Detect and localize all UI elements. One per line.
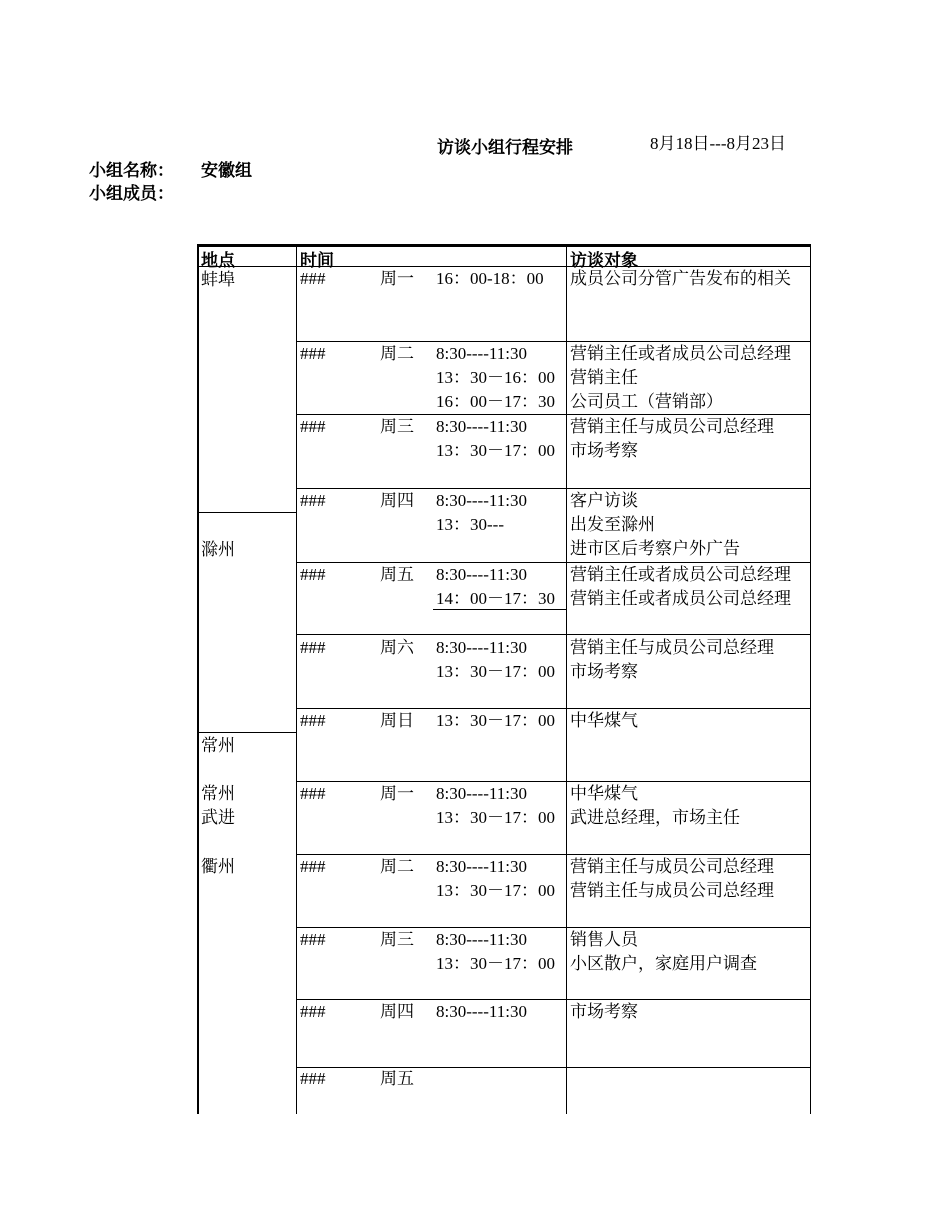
time-slot: 8:30----11:30 — [436, 857, 527, 876]
location-cell: 蚌埠 — [201, 270, 235, 289]
date-cell: ### — [300, 930, 326, 949]
location-cell: 滁州 — [201, 540, 235, 559]
weekday-cell: 周一 — [380, 784, 414, 803]
time-slot: 16：00-18：00 — [436, 269, 544, 288]
interviewee-item: 进市区后考察户外广告 — [570, 539, 740, 558]
interviewee-item: 中华煤气 — [570, 784, 638, 803]
interviewee-item: 出发至滁州 — [570, 515, 655, 534]
interviewee-item: 营销主任或者成员公司总经理 — [570, 344, 791, 363]
date-cell: ### — [300, 857, 326, 876]
time-slot: 13：30－17：00 — [436, 441, 555, 460]
time-slot: 13：30--- — [436, 515, 504, 534]
group-name-value: 安徽组 — [201, 161, 252, 180]
interviewee-item: 成员公司分管广告发布的相关 — [570, 269, 791, 288]
weekday-cell: 周三 — [380, 930, 414, 949]
interviewee-cell — [570, 636, 810, 684]
interviewee-cell — [570, 1000, 810, 1024]
interviewee-item: 市场考察 — [570, 662, 638, 681]
date-cell: ### — [300, 417, 326, 436]
column-header-location: 地点 — [201, 251, 235, 270]
location-divider — [197, 512, 296, 513]
interviewee-item: 营销主任与成员公司总经理 — [570, 881, 774, 900]
interviewee-cell — [570, 489, 810, 561]
row-divider — [296, 634, 810, 635]
date-cell: ### — [300, 1069, 326, 1088]
interviewee-cell — [570, 415, 810, 463]
date-cell: ### — [300, 638, 326, 657]
date-cell: ### — [300, 344, 326, 363]
table-top-border — [197, 244, 810, 247]
time-slot: 8:30----11:30 — [436, 344, 527, 363]
time-cell — [436, 855, 566, 903]
interviewee-item: 市场考察 — [570, 441, 638, 460]
time-slot: 8:30----11:30 — [436, 1002, 527, 1021]
interviewee-item: 市场考察 — [570, 1002, 638, 1021]
weekday-cell: 周二 — [380, 344, 414, 363]
date-cell: ### — [300, 491, 326, 510]
time-cell — [436, 1000, 566, 1024]
weekday-cell: 周六 — [380, 638, 414, 657]
date-range: 8月18日---8月23日 — [650, 134, 786, 153]
col-divider-location — [296, 244, 297, 1114]
time-cell — [436, 415, 566, 463]
interviewee-cell — [570, 928, 810, 976]
time-cell — [436, 563, 566, 611]
row-divider — [296, 1067, 810, 1068]
interviewee-cell — [570, 782, 810, 830]
interviewee-item: 营销主任或者成员公司总经理 — [570, 565, 791, 584]
table-left-border — [197, 244, 199, 1114]
interviewee-item: 销售人员 — [570, 930, 638, 949]
interviewee-item: 营销主任与成员公司总经理 — [570, 857, 774, 876]
time-slot: 8:30----11:30 — [436, 638, 527, 657]
weekday-cell: 周日 — [380, 711, 414, 730]
weekday-cell: 周五 — [380, 565, 414, 584]
date-cell: ### — [300, 269, 326, 288]
weekday-cell: 周五 — [380, 1069, 414, 1088]
col-divider-time — [566, 244, 567, 1114]
weekday-cell: 周三 — [380, 417, 414, 436]
date-cell: ### — [300, 565, 326, 584]
time-cell — [436, 489, 566, 537]
date-cell: ### — [300, 1002, 326, 1021]
time-slot: 14：00－17：30 — [436, 589, 555, 608]
time-cell — [436, 709, 566, 733]
interviewee-item: 公司员工（营销部） — [570, 392, 723, 411]
time-cell — [436, 636, 566, 684]
interviewee-cell — [570, 267, 810, 291]
location-divider — [197, 732, 296, 733]
time-slot: 8:30----11:30 — [436, 930, 527, 949]
location-cell: 常州 — [201, 784, 235, 803]
time-slot: 13：30－17：00 — [436, 808, 555, 827]
group-members-label: 小组成员： — [89, 184, 174, 203]
column-header-interviewee: 访谈对象 — [570, 251, 638, 270]
interviewee-item: 营销主任或者成员公司总经理 — [570, 589, 791, 608]
interviewee-cell — [570, 563, 810, 611]
time-cell — [436, 782, 566, 830]
interviewee-cell — [570, 855, 810, 903]
interviewee-item: 营销主任与成员公司总经理 — [570, 417, 774, 436]
time-slot: 13：30－17：00 — [436, 711, 555, 730]
weekday-cell: 周四 — [380, 1002, 414, 1021]
interviewee-item: 营销主任 — [570, 368, 638, 387]
weekday-cell: 周四 — [380, 491, 414, 510]
interviewee-item: 营销主任与成员公司总经理 — [570, 638, 774, 657]
table-right-border — [810, 244, 811, 1114]
time-cell — [436, 928, 566, 976]
column-header-time: 时间 — [300, 251, 334, 270]
interviewee-item: 中华煤气 — [570, 711, 638, 730]
weekday-cell: 周二 — [380, 857, 414, 876]
time-slot: 13：30－17：00 — [436, 662, 555, 681]
time-slot: 8:30----11:30 — [436, 784, 527, 803]
date-cell: ### — [300, 784, 326, 803]
time-slot: 8:30----11:30 — [436, 565, 527, 584]
interviewee-cell — [570, 342, 810, 414]
time-slot: 13：30－17：00 — [436, 954, 555, 973]
time-slot: 13：30－17：00 — [436, 881, 555, 900]
time-cell — [436, 342, 566, 414]
location-cell: 常州 — [201, 736, 235, 755]
location-cell: 衢州 — [201, 857, 235, 876]
interviewee-item: 客户访谈 — [570, 491, 638, 510]
group-name-label: 小组名称： — [89, 161, 174, 180]
date-cell: ### — [300, 711, 326, 730]
weekday-cell: 周一 — [380, 269, 414, 288]
time-slot: 8:30----11:30 — [436, 491, 527, 510]
interviewee-item: 小区散户，家庭用户调查 — [570, 954, 757, 973]
page-title: 访谈小组行程安排 — [437, 138, 573, 157]
interviewee-cell — [570, 709, 810, 733]
location-cell: 武进 — [201, 808, 235, 827]
time-cell — [436, 267, 566, 291]
time-slot: 16：00－17：30 — [436, 392, 555, 411]
time-slot: 8:30----11:30 — [436, 417, 527, 436]
interviewee-item: 武进总经理，市场主任 — [570, 808, 740, 827]
time-slot: 13：30－16：00 — [436, 368, 555, 387]
